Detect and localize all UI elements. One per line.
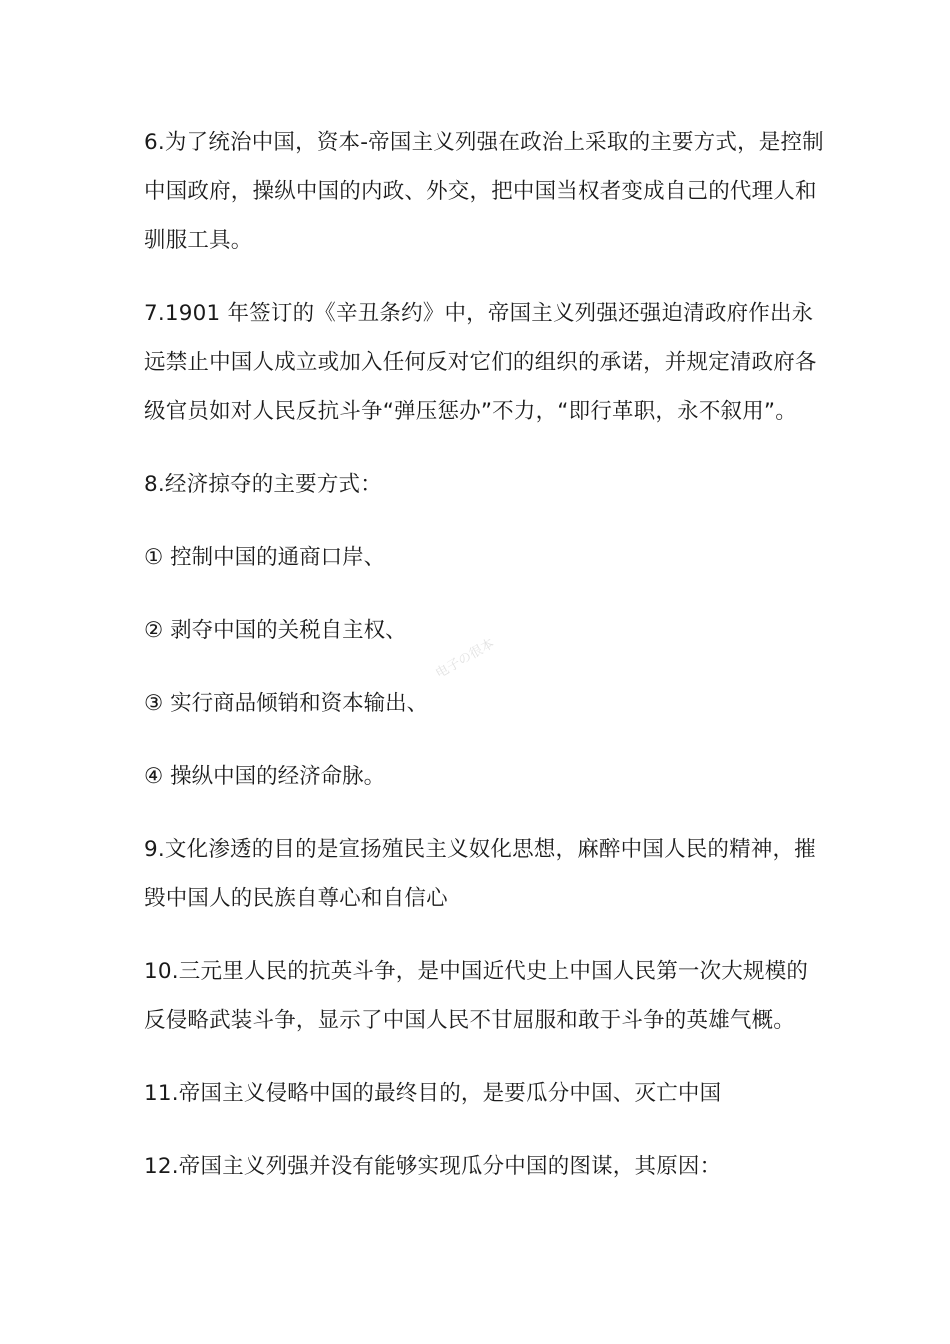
text-line: 9.文化渗透的目的是宣扬殖民主义奴化思想，麻醉中国人民的精神，摧	[144, 837, 816, 862]
paragraph-8	[144, 460, 824, 509]
text-line: 6.为了统治中国，资本-帝国主义列强在政治上采取的主要方式，是控制	[144, 130, 824, 155]
paragraph-9	[144, 825, 824, 923]
text-line: 远禁止中国人成立或加入任何反对它们的组织的承诺，并规定清政府各	[144, 350, 817, 375]
list-item: ④ 操纵中国的经济命脉。	[144, 764, 386, 789]
list-item: ② 剥夺中国的关税自主权、	[144, 618, 407, 643]
paragraph-12	[144, 1142, 824, 1191]
list-item: ① 控制中国的通商口岸、	[144, 545, 386, 570]
text-line: 反侵略武装斗争，显示了中国人民不甘屈服和敢于斗争的英雄气概。	[144, 1008, 796, 1033]
text-line: 中国政府，操纵中国的内政、外交，把中国当权者变成自己的代理人和	[144, 179, 817, 204]
text-line: 毁中国人的民族自尊心和自信心	[144, 886, 448, 911]
list-item: ③ 实行商品倾销和资本输出、	[144, 691, 429, 716]
text-line: 级官员如对人民反抗斗争“弹压惩办”不力，“即行革职，永不叙用”。	[144, 399, 797, 424]
paragraph-10	[144, 947, 824, 1045]
text-line: 12.帝国主义列强并没有能够实现瓜分中国的图谋，其原因：	[144, 1154, 722, 1179]
text-line: 11.帝国主义侵略中国的最终目的，是要瓜分中国、灭亡中国	[144, 1081, 722, 1106]
text-line: 7.1901 年签订的《辛丑条约》中，帝国主义列强还强迫清政府作出永	[144, 301, 814, 326]
paragraph-6	[144, 118, 824, 265]
text-line: 10.三元里人民的抗英斗争，是中国近代史上中国人民第一次大规模的	[144, 959, 809, 984]
text-line: 驯服工具。	[144, 228, 253, 253]
paragraph-7	[144, 289, 824, 436]
document-body	[144, 118, 824, 1215]
paragraph-11	[144, 1069, 824, 1118]
text-line: 8.经济掠夺的主要方式：	[144, 472, 382, 497]
watermark: 电子の很本	[433, 636, 498, 682]
